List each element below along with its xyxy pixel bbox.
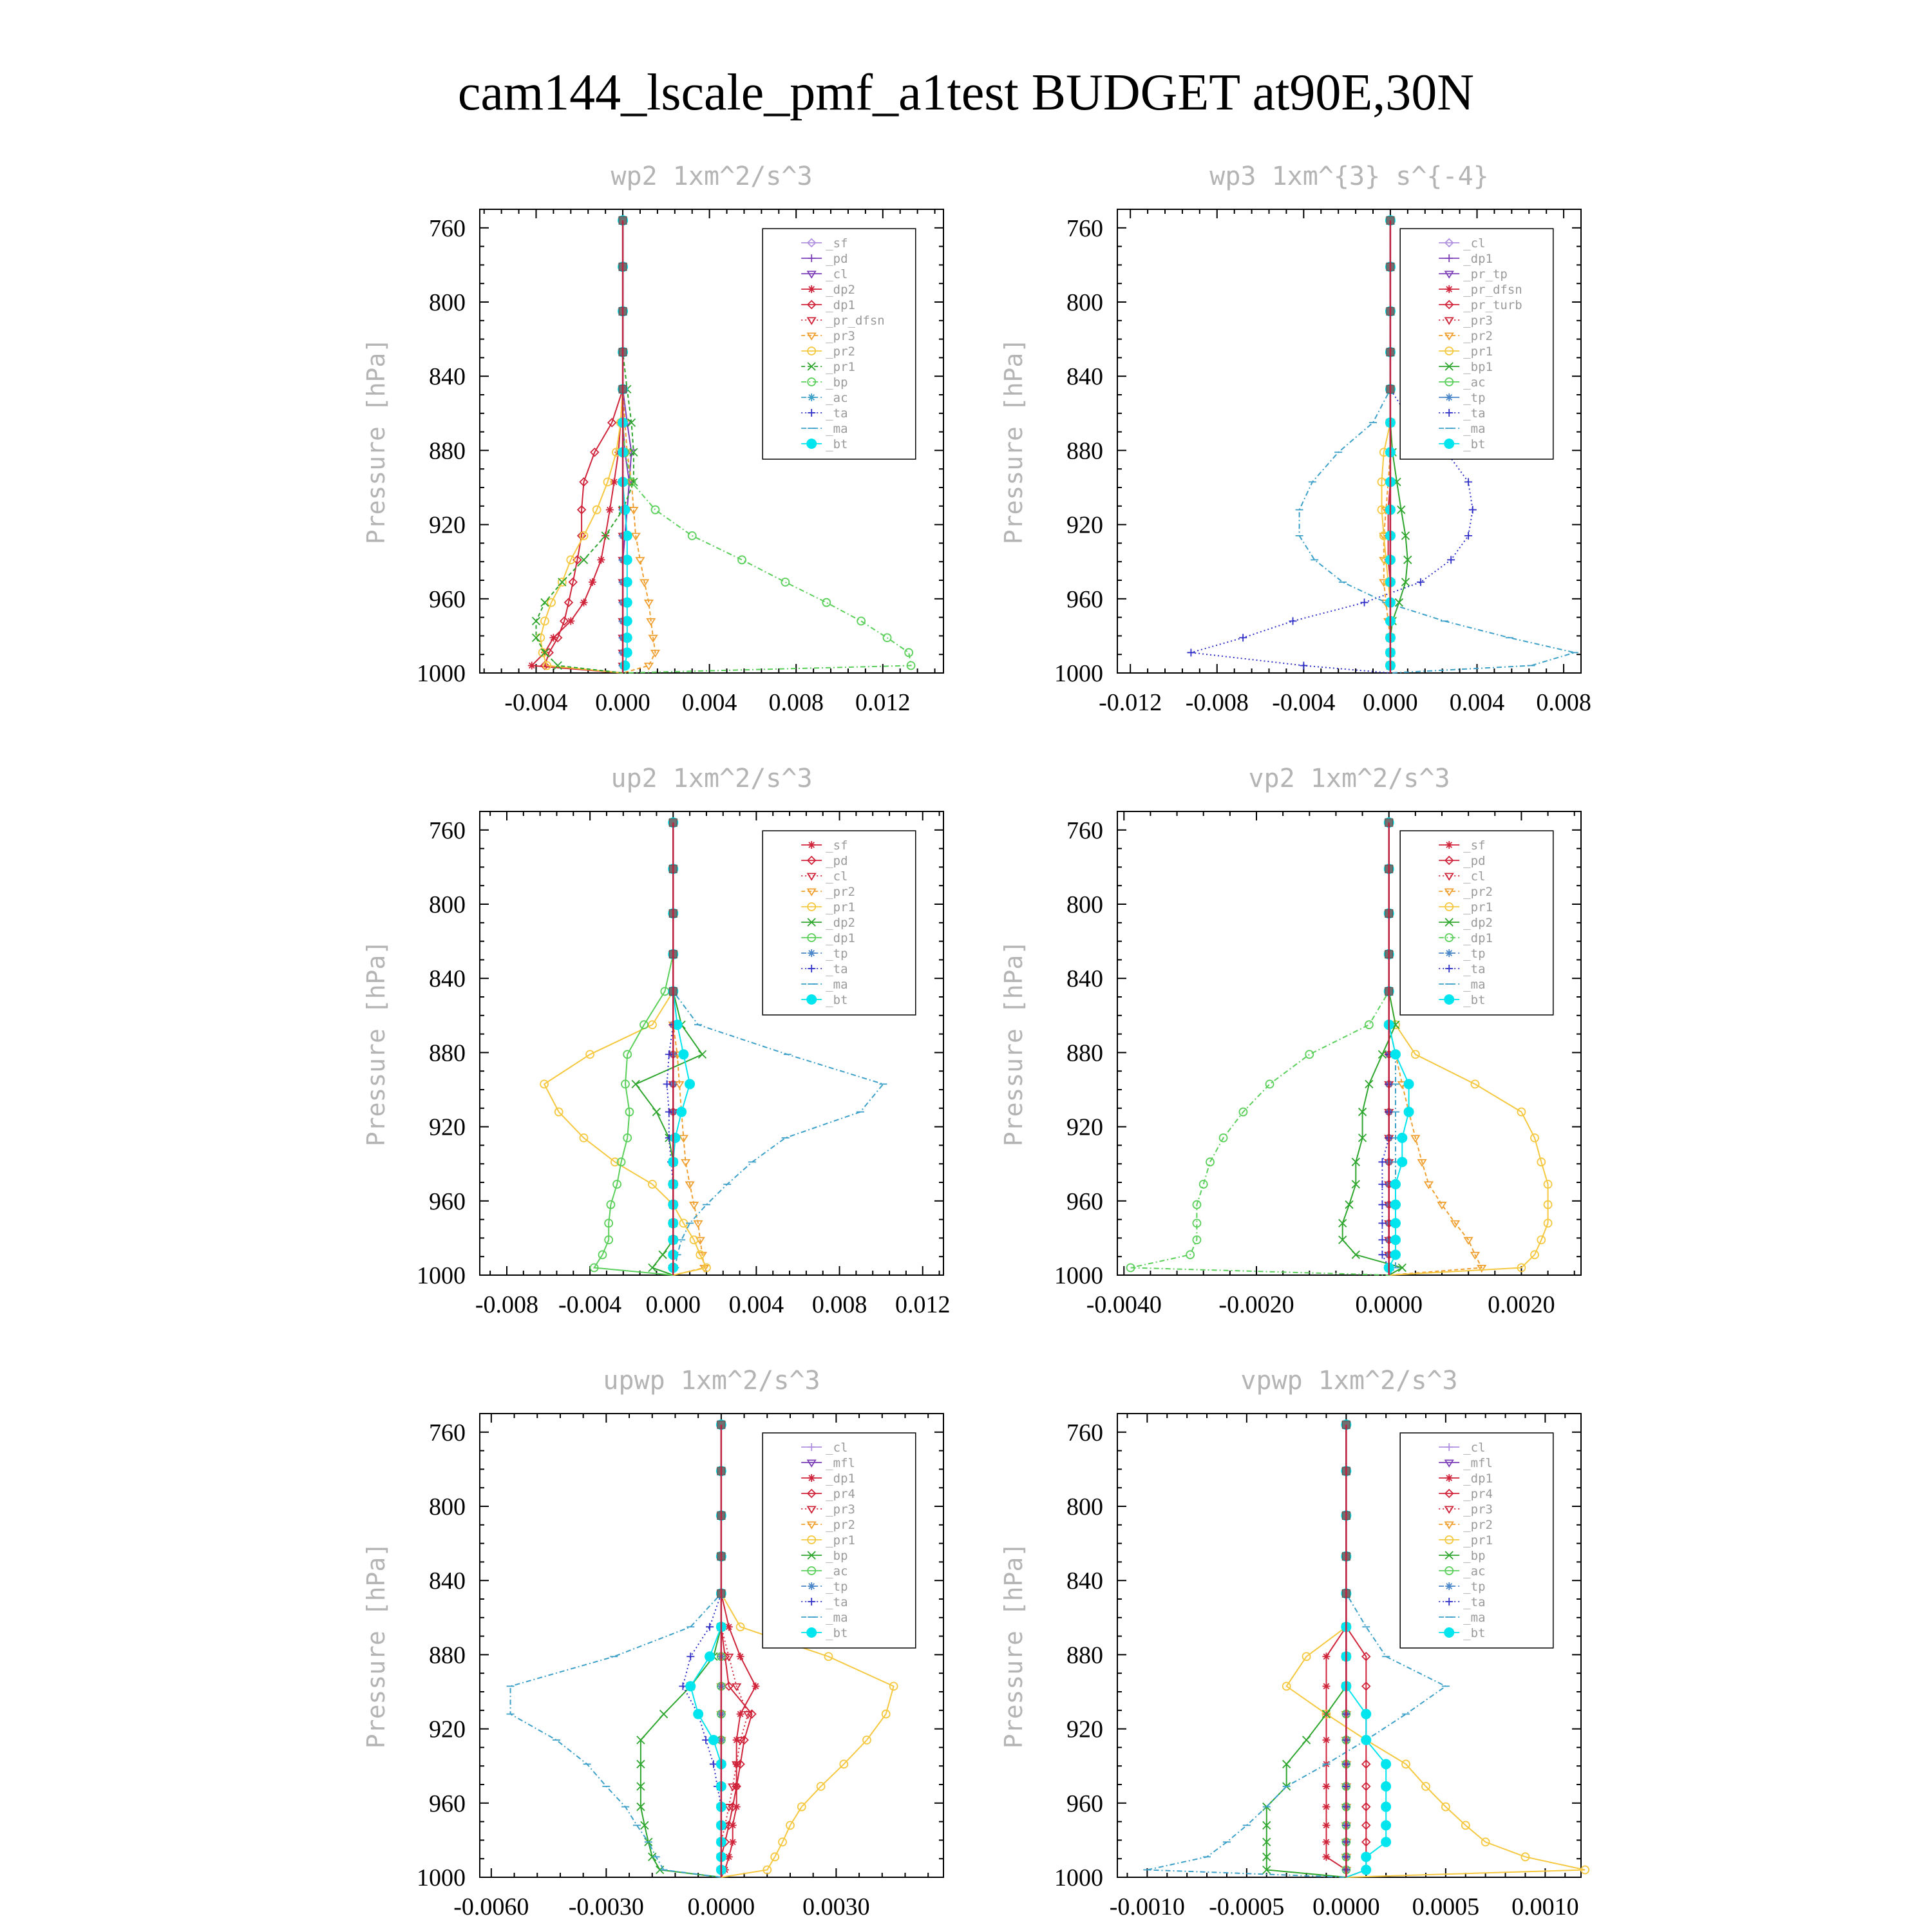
- legend-label: _ta: [1463, 962, 1486, 976]
- data-point: [1322, 1803, 1330, 1811]
- data-point: [636, 558, 644, 564]
- series-dp1: [591, 819, 677, 1275]
- legend-label: _mfl: [826, 1456, 855, 1470]
- data-point: [660, 1710, 668, 1718]
- y-tick-label: 880: [429, 1039, 466, 1067]
- data-point: [781, 578, 789, 586]
- legend-label: _bt: [826, 993, 848, 1007]
- data-point: [589, 578, 596, 586]
- legend-label: _cl: [826, 1441, 848, 1455]
- series-line: [1267, 1425, 1347, 1877]
- y-tick-label: 840: [429, 363, 466, 391]
- data-point: [597, 556, 605, 564]
- chart-panel-6: [999, 1366, 1589, 1920]
- legend-label: _tp: [1463, 1580, 1486, 1594]
- legend-label: _bp: [1463, 1549, 1486, 1563]
- legend-label: _pr2: [1463, 329, 1493, 343]
- legend-label: _pr1: [1463, 1533, 1493, 1548]
- x-tick-label: 0.0000: [1312, 1893, 1380, 1920]
- y-tick-label: 1000: [1054, 1262, 1103, 1289]
- data-point: [685, 1681, 696, 1691]
- legend-label: _ta: [826, 1595, 848, 1609]
- legend-label: _sf: [1463, 838, 1486, 853]
- legend-label: _pd: [826, 854, 848, 868]
- legend-label: _bp1: [1463, 360, 1493, 374]
- chart-panel-1: [362, 162, 943, 716]
- data-point: [1381, 1759, 1391, 1769]
- legend-label: _cl: [1463, 1441, 1486, 1455]
- legend-label: _bt: [826, 437, 848, 451]
- data-point: [1187, 649, 1195, 656]
- legend-marker: [808, 393, 815, 401]
- data-point: [1266, 1080, 1274, 1088]
- series-line: [673, 822, 704, 1275]
- legend-label: _tp: [826, 947, 848, 961]
- data-point: [558, 578, 566, 586]
- legend-marker: [806, 1627, 817, 1638]
- x-tick-label: -0.0020: [1218, 1291, 1294, 1318]
- y-tick-label: 800: [429, 1493, 466, 1520]
- data-point: [1404, 1107, 1414, 1117]
- data-point: [708, 1735, 719, 1745]
- series-bt: [685, 1419, 726, 1877]
- data-point: [1381, 1802, 1391, 1812]
- data-point: [1381, 1781, 1391, 1792]
- y-tick-label: 880: [1066, 1642, 1103, 1669]
- legend-label: _pr2: [826, 885, 855, 899]
- data-point: [1464, 1238, 1472, 1244]
- legend-marker: [808, 1474, 815, 1482]
- series-bp: [1263, 1421, 1350, 1877]
- legend-label: _pr2: [826, 1518, 855, 1532]
- y-axis-label: Pressure [hPa]: [362, 940, 390, 1147]
- legend-marker: [806, 994, 817, 1005]
- data-point: [693, 1709, 703, 1719]
- x-tick-label: 0.012: [895, 1291, 951, 1318]
- panel-title: wp2 1xm^2/s^3: [611, 162, 813, 191]
- data-point: [1361, 599, 1368, 607]
- legend-marker: [808, 1582, 815, 1590]
- data-point: [685, 1079, 695, 1089]
- legend-label: _ma: [1463, 978, 1486, 992]
- data-point: [670, 1133, 680, 1143]
- y-tick-label: 1000: [1054, 660, 1103, 687]
- legend-marker: [808, 841, 815, 849]
- data-point: [1390, 1179, 1401, 1189]
- data-point: [1390, 1049, 1401, 1059]
- legend-label: _dp2: [826, 916, 855, 930]
- legend-marker: [1444, 439, 1454, 449]
- series-bt: [668, 817, 695, 1275]
- x-tick-label: 0.000: [595, 689, 650, 716]
- x-tick-label: -0.004: [558, 1291, 622, 1318]
- data-point: [532, 617, 540, 625]
- data-point: [1404, 1079, 1414, 1089]
- legend-label: _pr_turb: [1463, 298, 1522, 312]
- legend-marker: [1445, 1582, 1453, 1590]
- data-point: [705, 1651, 715, 1662]
- data-point: [1289, 617, 1297, 625]
- data-point: [1365, 1021, 1373, 1028]
- legend-label: _dp1: [1463, 1472, 1493, 1486]
- data-point: [1322, 1783, 1330, 1790]
- legend-marker: [806, 439, 817, 449]
- y-tick-label: 960: [1066, 1188, 1103, 1215]
- legend-label: _pr_tp: [1463, 267, 1508, 281]
- x-tick-label: 0.004: [728, 1291, 784, 1318]
- data-point: [752, 1682, 759, 1690]
- y-tick-label: 760: [429, 817, 466, 844]
- chart-panel-4: [999, 764, 1581, 1318]
- x-tick-label: 0.008: [811, 1291, 867, 1318]
- legend-label: _ac: [826, 1564, 848, 1578]
- data-point: [737, 1653, 744, 1660]
- data-point: [652, 506, 659, 514]
- data-point: [678, 1049, 688, 1059]
- legend-marker: [1444, 1627, 1454, 1638]
- data-point: [1322, 1653, 1330, 1660]
- legend-label: _tp: [826, 1580, 848, 1594]
- data-point: [1345, 1201, 1353, 1209]
- y-tick-label: 920: [429, 1113, 466, 1141]
- y-tick-label: 1000: [417, 660, 466, 687]
- y-axis-label: Pressure [hPa]: [999, 1542, 1028, 1749]
- y-axis-label: Pressure [hPa]: [362, 337, 390, 545]
- data-point: [1390, 1235, 1401, 1245]
- data-point: [1381, 1837, 1391, 1847]
- legend-label: _bp: [826, 375, 848, 390]
- x-tick-label: -0.0005: [1209, 1893, 1285, 1920]
- legend-label: _tp: [1463, 391, 1486, 405]
- legend-label: _dp1: [826, 298, 855, 312]
- y-tick-label: 960: [1066, 585, 1103, 613]
- legend-label: _pr3: [826, 1502, 855, 1517]
- y-tick-label: 760: [1066, 1419, 1103, 1446]
- x-tick-label: 0.0030: [802, 1893, 870, 1920]
- data-point: [1464, 532, 1472, 540]
- legend-label: _ta: [1463, 1595, 1486, 1609]
- y-tick-label: 1000: [417, 1864, 466, 1891]
- legend-label: _ma: [1463, 422, 1486, 436]
- data-point: [687, 1653, 694, 1660]
- x-tick-label: -0.0030: [568, 1893, 644, 1920]
- x-tick-label: 0.0000: [687, 1893, 755, 1920]
- legend-marker: [1445, 841, 1453, 849]
- data-point: [652, 1108, 660, 1116]
- legend-label: _pr1: [826, 1533, 855, 1548]
- y-tick-label: 840: [1066, 363, 1103, 391]
- legend-marker: [808, 949, 815, 957]
- chart-panel-2: [999, 162, 1591, 716]
- data-point: [1390, 1200, 1401, 1210]
- panel-title: wp3 1xm^{3} s^{-4}: [1209, 162, 1489, 191]
- legend-marker: [1445, 285, 1453, 293]
- y-tick-label: 960: [429, 585, 466, 613]
- panel-title: vp2 1xm^2/s^3: [1248, 764, 1450, 793]
- data-point: [1398, 1264, 1406, 1271]
- series-line: [594, 822, 674, 1275]
- x-tick-label: -0.0040: [1086, 1291, 1162, 1318]
- legend-label: _ma: [1463, 1611, 1486, 1625]
- legend-label: _pr2: [1463, 885, 1493, 899]
- y-tick-label: 840: [1066, 965, 1103, 993]
- y-tick-label: 920: [429, 1716, 466, 1743]
- y-tick-label: 800: [429, 891, 466, 918]
- chart-panel-3: [362, 764, 950, 1318]
- x-tick-label: -0.0010: [1109, 1893, 1185, 1920]
- y-tick-label: 840: [429, 965, 466, 993]
- y-tick-label: 840: [1066, 1567, 1103, 1595]
- y-tick-label: 920: [429, 511, 466, 539]
- x-tick-label: 0.004: [681, 689, 737, 716]
- data-point: [1395, 599, 1403, 607]
- data-point: [1322, 1838, 1330, 1846]
- legend-label: _pr3: [1463, 1502, 1493, 1517]
- data-point: [1200, 1180, 1208, 1188]
- y-tick-label: 760: [1066, 817, 1103, 844]
- y-tick-label: 800: [1066, 891, 1103, 918]
- legend-label: _pr1: [1463, 345, 1493, 359]
- legend-label: _pr_dfsn: [1463, 283, 1522, 297]
- legend-marker: [1445, 1474, 1453, 1482]
- legend-label: _bt: [1463, 437, 1486, 451]
- legend-label: _pr4: [826, 1487, 855, 1501]
- legend-label: _pr1: [1463, 900, 1493, 914]
- data-point: [1300, 661, 1307, 669]
- x-tick-label: 0.000: [1363, 689, 1418, 716]
- data-point: [1352, 1251, 1359, 1258]
- y-tick-label: 800: [1066, 289, 1103, 316]
- y-tick-label: 920: [1066, 1716, 1103, 1743]
- chart-panels: [362, 162, 1591, 1920]
- legend-label: _dp1: [1463, 252, 1493, 266]
- data-point: [1322, 1821, 1330, 1829]
- legend-label: _pd: [1463, 854, 1486, 868]
- panel-title: up2 1xm^2/s^3: [611, 764, 813, 793]
- legend-label: _pr2: [826, 345, 855, 359]
- y-tick-label: 880: [429, 437, 466, 465]
- y-tick-label: 960: [429, 1188, 466, 1215]
- y-tick-label: 760: [1066, 214, 1103, 242]
- panel-title: upwp 1xm^2/s^3: [603, 1366, 820, 1396]
- legend-label: _pr1: [826, 360, 855, 374]
- data-point: [676, 1107, 687, 1117]
- legend-label: _ma: [826, 422, 848, 436]
- series-line: [511, 1425, 721, 1877]
- data-point: [528, 661, 536, 669]
- x-tick-label: -0.008: [1185, 689, 1249, 716]
- legend-label: _dp1: [826, 1472, 855, 1486]
- x-tick-label: 0.0010: [1511, 1893, 1579, 1920]
- series-line: [641, 1425, 721, 1877]
- y-tick-label: 920: [1066, 1113, 1103, 1141]
- legend-label: _pr1: [826, 900, 855, 914]
- x-tick-label: -0.004: [1272, 689, 1336, 716]
- y-tick-label: 840: [429, 1567, 466, 1595]
- series-dp1: [1127, 819, 1393, 1275]
- legend-marker: [1444, 994, 1454, 1005]
- data-point: [738, 556, 746, 564]
- legend-label: _cl: [1463, 869, 1486, 884]
- data-point: [706, 1623, 714, 1631]
- legend-marker: [1445, 949, 1453, 957]
- panel-title: vpwp 1xm^2/s^3: [1240, 1366, 1458, 1396]
- data-point: [1390, 1218, 1401, 1228]
- legend-label: _bt: [1463, 1626, 1486, 1640]
- data-point: [659, 1251, 667, 1258]
- data-point: [1397, 1133, 1407, 1143]
- y-tick-label: 880: [1066, 437, 1103, 465]
- data-point: [632, 1080, 639, 1088]
- series-line: [1131, 822, 1389, 1275]
- legend-label: _ac: [1463, 375, 1486, 390]
- data-point: [1390, 1249, 1401, 1260]
- legend-label: _tp: [1463, 947, 1486, 961]
- figure-title: cam144_lscale_pmf_a1test BUDGET at90E,30N: [457, 64, 1475, 121]
- legend-label: _ta: [826, 406, 848, 421]
- legend-label: _bt: [826, 1626, 848, 1640]
- y-axis-label: Pressure [hPa]: [362, 1542, 390, 1749]
- legend-label: _ac: [826, 391, 848, 405]
- legend-label: _cl: [1463, 236, 1486, 251]
- legend-label: _ac: [1463, 1564, 1486, 1578]
- data-point: [1361, 1709, 1371, 1719]
- x-tick-label: -0.004: [504, 689, 568, 716]
- legend-label: _bp: [826, 1549, 848, 1563]
- y-tick-label: 1000: [1054, 1864, 1103, 1891]
- legend-label: _dp1: [826, 931, 855, 945]
- data-point: [649, 1264, 656, 1271]
- legend-label: _pr4: [1463, 1487, 1493, 1501]
- x-tick-label: 0.004: [1449, 689, 1505, 716]
- data-point: [1303, 1736, 1311, 1744]
- data-point: [1361, 1864, 1371, 1875]
- x-tick-label: -0.008: [475, 1291, 539, 1318]
- x-tick-label: -0.0060: [453, 1893, 529, 1920]
- data-point: [737, 1710, 744, 1718]
- data-point: [1361, 1735, 1371, 1745]
- y-tick-label: 760: [429, 1419, 466, 1446]
- series-line: [532, 220, 623, 673]
- legend-label: _bt: [1463, 993, 1486, 1007]
- legend-marker: [1445, 393, 1453, 401]
- y-tick-label: 960: [429, 1790, 466, 1817]
- series-line: [690, 1425, 721, 1877]
- data-point: [620, 505, 630, 515]
- legend-label: _cl: [826, 267, 848, 281]
- y-tick-label: 800: [429, 289, 466, 316]
- legend-label: _mfl: [1463, 1456, 1493, 1470]
- x-tick-label: -0.012: [1099, 689, 1162, 716]
- data-point: [1322, 1853, 1330, 1861]
- data-point: [606, 506, 614, 514]
- y-tick-label: 920: [1066, 511, 1103, 539]
- legend-label: _dp1: [1463, 931, 1493, 945]
- y-tick-label: 960: [1066, 1790, 1103, 1817]
- legend-label: _dp2: [826, 283, 855, 297]
- data-point: [698, 1050, 706, 1058]
- data-point: [580, 599, 587, 607]
- x-tick-label: 0.008: [768, 689, 824, 716]
- legend-label: _pr2: [1463, 1518, 1493, 1532]
- legend-label: _pr_dfsn: [826, 314, 885, 328]
- legend-label: _ta: [1463, 406, 1486, 421]
- chart-panel-5: [362, 1366, 943, 1920]
- legend-label: _pr3: [1463, 314, 1493, 328]
- y-axis-label: Pressure [hPa]: [999, 337, 1028, 545]
- data-point: [822, 599, 830, 607]
- x-tick-label: 0.0020: [1488, 1291, 1555, 1318]
- legend-label: _sf: [826, 236, 848, 251]
- data-point: [1305, 1050, 1313, 1058]
- y-tick-label: 880: [1066, 1039, 1103, 1067]
- data-point: [620, 660, 630, 670]
- data-point: [729, 1838, 737, 1846]
- series-pr1: [540, 819, 710, 1275]
- x-tick-label: 0.012: [855, 689, 911, 716]
- x-tick-label: 0.0005: [1412, 1893, 1480, 1920]
- x-tick-label: 0.0000: [1355, 1291, 1423, 1318]
- series-bp: [637, 1421, 725, 1877]
- y-tick-label: 800: [1066, 1493, 1103, 1520]
- legend-label: _pr3: [826, 329, 855, 343]
- data-point: [1322, 1736, 1330, 1744]
- legend-label: _ta: [826, 962, 848, 976]
- legend-label: _dp2: [1463, 916, 1493, 930]
- data-point: [1322, 1682, 1330, 1690]
- series-ma: [507, 1425, 725, 1877]
- y-axis-label: Pressure [hPa]: [999, 940, 1028, 1147]
- data-point: [1381, 1820, 1391, 1830]
- data-point: [1417, 578, 1425, 586]
- legend-label: _cl: [826, 869, 848, 884]
- y-tick-label: 1000: [417, 1262, 466, 1289]
- legend-marker: [808, 285, 815, 293]
- legend-label: _pd: [826, 252, 848, 266]
- data-point: [1361, 1852, 1371, 1862]
- data-point: [1239, 634, 1247, 641]
- data-point: [1397, 1157, 1407, 1167]
- y-tick-label: 760: [429, 214, 466, 242]
- x-tick-label: 0.000: [645, 1291, 701, 1318]
- data-point: [1469, 506, 1477, 514]
- y-tick-label: 880: [429, 1642, 466, 1669]
- x-tick-label: 0.008: [1536, 689, 1591, 716]
- legend-label: _ma: [826, 1611, 848, 1625]
- legend-label: _sf: [826, 838, 848, 853]
- legend-label: _ma: [826, 978, 848, 992]
- data-point: [733, 1684, 741, 1690]
